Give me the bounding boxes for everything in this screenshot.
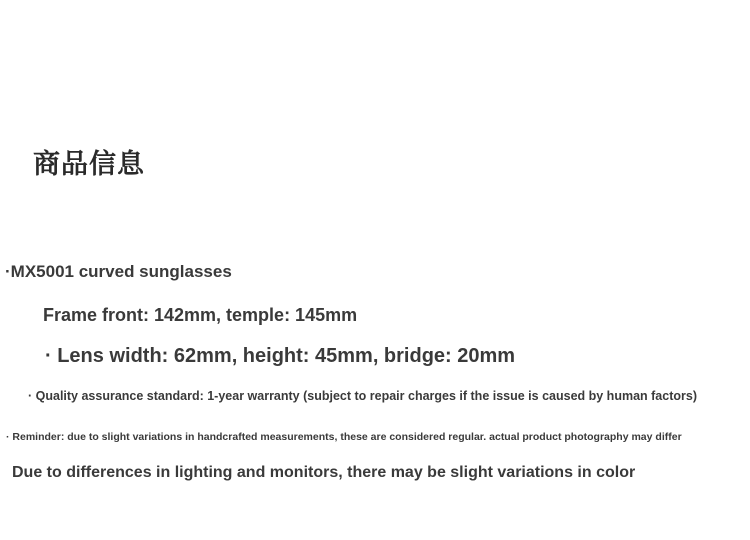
color-variation-note: Due to differences in lighting and monitors, there may be slight variations in color bbox=[12, 464, 636, 481]
quality-assurance-note: · Quality assurance standard: 1-year warranty (subject to repair charges if the issue is caused by human factors) bbox=[28, 389, 697, 403]
lens-dimensions: · Lens width: 62mm, height: 45mm, bridge: 20mm bbox=[45, 345, 516, 367]
section-heading: 商品信息 bbox=[33, 149, 145, 180]
frame-dimensions: Frame front: 142mm, temple: 145mm bbox=[43, 305, 358, 325]
model-name: ·MX5001 curved sunglasses bbox=[5, 262, 232, 281]
measurement-reminder: · Reminder: due to slight variations in handcrafted measurements, these are considered regular. actual product photography may differ bbox=[6, 431, 682, 443]
